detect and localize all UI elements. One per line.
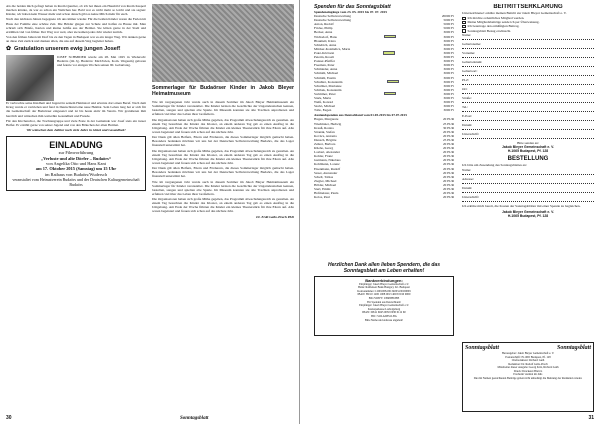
sommerlager-author: Dr. Erdő Gallo-Pruch PhD xyxy=(256,214,294,219)
donor-amount: 3000 Ft xyxy=(443,95,454,100)
donor-name: Losbert, Alexander xyxy=(314,150,340,155)
josef-closing: Wir wünschen dem Jubilar noch viele Jahre in Glück und Gesundheit! xyxy=(26,128,126,133)
form-field[interactable]: Straße: xyxy=(462,96,594,103)
donor-name: Krauß, Rosina xyxy=(314,125,334,130)
donor-amount: 25 EUR xyxy=(442,121,454,126)
checkbox-label: Meine Mitgliedsbeiträge sende ich per Überweisung. xyxy=(467,20,540,25)
form-field[interactable]: E-Post: xyxy=(462,114,594,121)
checkbox-label: Ich beantrage den ermäßigten Beitrag. xyxy=(467,24,520,29)
gratulation-heading-row xyxy=(6,46,146,52)
bank-box xyxy=(314,276,454,336)
donor-amount: 5000 Ft xyxy=(443,26,454,31)
donor-name: Peterin, Rosali xyxy=(314,55,334,60)
sommerlager-body-2c: Die Organisatoren haben sich große Mühe gegeben, das Programm abwechslungsreich zu gestalten. An einem Tag besuchten die Kinder das Kloster, an einem anderen Tag gab es einen Ausflug in die Umgebung. Am Ende der Woche führten die Kinder ein kleines Theaterstück für ihre Eltern auf. Alle waren begeistert und freuen sich schon auf das nächste Jahr. xyxy=(152,197,294,214)
order-fields xyxy=(462,168,594,202)
donor-name: Schell, Tobias xyxy=(314,174,334,179)
impressum-logo-1: Sonntagsblatt xyxy=(465,345,500,351)
highlight-mark xyxy=(383,51,395,55)
invitation-sub: zur Filmvorführung xyxy=(58,150,94,156)
order-title: BESTELLUNG xyxy=(507,155,549,162)
donor-name: Anton, Rudolf xyxy=(314,22,334,27)
donor-amount: 3000 Ft xyxy=(443,75,454,80)
donor-amount: 3000 Ft xyxy=(443,71,454,76)
donor-list-2 xyxy=(314,117,454,199)
form-field[interactable]: Unterschrift: xyxy=(462,195,594,202)
mid-text: Von den frühen Jahren im Dorf bis zu den Tagen in Budapest war es ein langer Weg. Wir denken gerne an diese Zeit zurück und danken allen, die uns auf diesem Weg begleitet haben. xyxy=(6,35,146,44)
bank-line: Empfänger: Jakob Bleyer Gemeinschaft e.V. xyxy=(359,304,409,308)
bank-line: Für Spenden aus Deutschland: xyxy=(366,300,402,304)
impressum-line: Postanschrift: H-1065 Budapest, Pf. 128 xyxy=(505,355,551,359)
donor-amount: 20 EUR xyxy=(442,166,454,171)
donor-amount: 3000 Ft xyxy=(443,38,454,43)
donor-name: Ponner-Pfeiffer xyxy=(314,59,335,64)
donor-amount: 5000 Ft xyxy=(443,18,454,23)
donor-amount: 3000 Ft xyxy=(443,83,454,88)
donor-name: Zehrer, Barbara xyxy=(314,142,336,146)
form-send: Bitte senden an: xyxy=(517,140,539,145)
invitation-place: im Rathaus von Budaörs/Wudersch xyxy=(44,171,108,177)
donor-name: Mücker-Kozmelicz, Maria xyxy=(314,46,351,51)
donor-amount: 20 EUR xyxy=(442,133,454,138)
form-field[interactable]: Unterschrift: xyxy=(462,132,594,139)
josef-body: Er verbrachte seine Kindheit und Jugend in seinem Heimatort und erlernte dort einen Beruf. Nach dem Krieg wurde er vertrieben und fand in Deutschland eine neue Heimat. Sein Leben lang hat er sich für die Gemeinschaft der Budaörser eingesetzt und ist bis heute aktiv im Verein. Wir gratulieren ihm herzlich und wünschen ihm weiterhin Gesundheit und Freude. xyxy=(6,101,146,118)
bank-line: Kontonummer: 12001008-00134003-00100009 xyxy=(357,289,411,293)
bank-line: Bank: Raiffeisen Bank Hungary Zrt. Budapest xyxy=(358,286,410,290)
donor-name: Kohler, Franz xyxy=(314,154,333,159)
bank-line: BIC: SOLADES1LBG xyxy=(371,314,397,318)
form-field[interactable]: Ort: xyxy=(462,87,594,94)
donor-name: Sterl, Emmi xyxy=(314,187,331,192)
page-number-right: 31 xyxy=(588,415,594,421)
invitation-event: von Angelika Otto und Hans Kant xyxy=(46,161,106,167)
sommerlager-body-3: Der Dank gilt allen Helfern, Eltern und Förderern, die dieses Sommerlager möglich gemacht haben. Besonders bedanken möchten wir uns bei der Deutschen Selbstverwaltung Budaörs, die das Lager finanziell unterstützt hat. xyxy=(152,135,294,148)
donor-amount: 3000 Ft xyxy=(443,55,454,60)
form-field[interactable]: Geburtsname: xyxy=(462,42,594,49)
sommerlager-heading: Sommerlager für Budaörser Kinder in Jakob Bleyer Heimatmuseum xyxy=(152,85,294,97)
donor-amount: 20 EUR xyxy=(442,117,454,122)
donor-name: Szabó, Michael xyxy=(314,104,336,109)
form-field[interactable]: Datum: xyxy=(462,186,594,193)
donor-list xyxy=(314,14,454,112)
donor-amount: 20 EUR xyxy=(442,170,454,175)
order-note: Ich erkläre mich bereit, die Kosten der Sonntagsblätter mit einer Spende zu begleichen. xyxy=(462,204,581,209)
donations-sub: Auslandspenden aus Deutschland vom 01.05.2015 bis 07.07.2015 xyxy=(314,113,407,118)
donor-amount: 20 EUR xyxy=(442,129,454,134)
donor-amount: 20 EUR xyxy=(442,158,454,163)
checkbox-label: Ich möchte ordentliches Mitglied werden. xyxy=(467,16,525,21)
page-number-left: 30 xyxy=(6,415,12,421)
form-address-2: H-1065 Budapest, Pf. 128 xyxy=(507,148,549,153)
donor-name: Ziegler, Michael xyxy=(314,178,337,183)
bank-line: Bitte Name und Adresse angeben! xyxy=(364,318,404,322)
impressum-line: Herausgeber: Jakob Bleyer Gemeinschaft e. V. xyxy=(501,352,555,355)
donor-amount: 3000 Ft xyxy=(443,50,454,55)
bank-line: IBAN: DE41 6045 0050 0030 0112 60 xyxy=(362,311,406,315)
donor-name: Schmidt, Michael xyxy=(314,71,339,76)
donor-name: Kolos, Paul xyxy=(314,195,330,200)
intro-text: Als die beiden mich gefragt haben in ihrem Quartier, ob ich bei ihnen ein Hausbild von ihrem Kasperl machen könnte, da war es schon ein Weilchen her. Bald war es nicht mehr so leicht und sie sagten: Kinder, wir haben kein Wasser mehr und schon danach gibt es keine Milch mehr für euch. xyxy=(6,4,146,17)
left-column-1 xyxy=(6,4,146,416)
donations-column xyxy=(314,4,454,304)
donor-amount: 5000 Ft xyxy=(443,22,454,27)
impressum-line: Druck: Druckerei Böröcz xyxy=(513,369,543,373)
impressum-line: Redaktion: Dr. Rudolf Gallo-Pruch xyxy=(508,362,548,366)
donor-amount: 3000 Ft xyxy=(443,63,454,68)
donor-name: Schmidt, Eustin xyxy=(314,75,336,80)
donor-name: Tolle, Eugen xyxy=(314,108,332,113)
sommerlager-photo xyxy=(152,4,294,82)
impressum-lines xyxy=(465,352,591,380)
donor-name: Wichsdorf, Hans xyxy=(314,34,337,39)
donor-amount: 20 EUR xyxy=(442,187,454,192)
donor-name: Schullner, Marianne xyxy=(314,83,342,88)
bank-line: IBAN: HU10 1200 1008 0013 4003 0010 0009 xyxy=(357,293,411,297)
donor-name: Freeman, Peter xyxy=(314,63,335,68)
donor-name: Stranák, Stefan xyxy=(314,129,335,134)
form-field[interactable]: Tel.: xyxy=(462,105,594,112)
invitation-date: am 17. Oktober 2015 (Samstag) um 15 Uhr xyxy=(35,166,117,172)
impressum-box xyxy=(462,342,594,412)
donor-name: Swimmer, Peter xyxy=(314,91,336,96)
form-fields xyxy=(462,33,594,139)
impressum-line: Chefredakteur: Richard Guth xyxy=(511,359,545,362)
donor-name: Schmieder, Anna xyxy=(314,67,338,72)
flower-icon: ✿ xyxy=(6,46,12,53)
donor-amount: 3000 Ft xyxy=(443,46,454,51)
donor-name: Kovács, Antonia xyxy=(314,133,337,138)
impressum-line: Erscheint viermal im Jahr. xyxy=(513,373,543,376)
donor-name: Gutmann, Nikolaus xyxy=(314,158,341,163)
highlight-mark xyxy=(384,92,396,96)
donor-name: Dunsch, Brigitte xyxy=(314,137,337,142)
bank-line: BIC/SWIFT: UBRTHUHB xyxy=(368,296,400,300)
invitation-box xyxy=(6,136,146,191)
form-field[interactable]: Geburtsort: xyxy=(462,69,594,76)
gratulation-heading: Gratulation unserem ewig jungen Josef! xyxy=(14,46,121,53)
donor-amount: 3000 Ft xyxy=(443,42,454,47)
donor-amount: 20 EUR xyxy=(442,174,454,179)
donor-amount: 20 EUR xyxy=(442,182,454,187)
donor-amount: 25 EUR xyxy=(442,137,454,142)
donor-name: Deutsche Selbstverwaltung xyxy=(314,14,352,19)
josef-intro: JOSEF SCHMIDER wurde am 28. Mai 1925 in Wudersch/ Budaörs (im Jg. Budaörs/ Ma/Ubrien, Kom. Wegeum) geboren und feierte vor einigen Wochen seinen 90. Geburtstag. xyxy=(57,55,146,68)
invitation-film: „Verluste und alte Dörfer – Budaörs“ xyxy=(40,155,112,161)
form-field[interactable]: Name: xyxy=(462,33,594,40)
donor-name: Schibek, Konstantin xyxy=(314,87,342,92)
form-field[interactable]: Geburtsdatum: xyxy=(462,60,594,67)
donations-period: Spendeneingänge vom 23. 05. 2015 bis 07. 07. 2015 xyxy=(314,10,387,14)
donations-title: Spenden für das Sonntagsblatt xyxy=(314,4,391,10)
invitation-note: veranstaltet vom Heimatverein Budaörs und der Deutschen Kulturgemeinschaft Budaörs xyxy=(12,177,140,188)
donor-name: Weiß, Konrad xyxy=(314,100,333,105)
sommerlager-body-3b: Der Dank gilt allen Helfern, Eltern und Förderern, die dieses Sommerlager möglich gemacht haben. Besonders bedanken möchten wir uns bei der Deutschen Selbstverwaltung Budaörs, die das Lager finanziell unterstützt hat. xyxy=(152,166,294,179)
donor-amount: 20 EUR xyxy=(442,154,454,159)
josef-block xyxy=(6,55,146,101)
donor-amount: 3000 Ft xyxy=(443,108,454,113)
donor-name: Saxer, Alexander xyxy=(314,170,338,175)
checkbox[interactable] xyxy=(462,25,466,29)
donor-amount: 20 EUR xyxy=(442,195,454,200)
donor-amount: 30 EUR xyxy=(442,125,454,130)
donor-amount: 20 EUR xyxy=(442,142,454,146)
form-checks xyxy=(462,16,594,32)
donor-name: Blaumeil, Klara xyxy=(314,38,336,43)
donor-amount: 20 EUR xyxy=(442,150,454,155)
donor-amount: 3000 Ft xyxy=(443,59,454,64)
donor-name: Hölder, Michael xyxy=(314,182,337,187)
donor-amount: 20 EUR xyxy=(442,178,454,183)
donor-name: Pokó-Köröszsi xyxy=(314,50,335,55)
form-address: Jakob Bleyer Gemeinschaft e. V. xyxy=(501,144,555,149)
order-address: Jakob Bleyer Gemeinschaft e. V. xyxy=(501,209,555,214)
donor-amount: 20 EUR xyxy=(442,191,454,196)
bank-lines xyxy=(317,283,451,323)
sommerlager-body: Wie im vergangenen Jahr wurde auch in diesem Sommer im Jakob Bleyer Heimatmuseum ein Sommerlager für Kinder veranstaltet. Die Kinder lernten die Geschichte der Ungarndeutschen kennen, bastelten, sangen und spielten alte Spiele. Im Museum konnten sie alte Trachten anprobieren und erfuhren viel über das Leben ihrer Großeltern. xyxy=(152,100,294,117)
donor-row xyxy=(314,108,454,112)
sommerlager-body-2b: Die Organisatoren haben sich große Mühe gegeben, das Programm abwechslungsreich zu gestalten. An einem Tag besuchten die Kinder das Kloster, an einem anderen Tag gab es einen Ausflug in die Umgebung. Am Ende der Woche führten die Kinder ein kleines Theaterstück für ihre Eltern auf. Alle waren begeistert und freuen sich schon auf das nächste Jahr. xyxy=(152,148,294,165)
bank-title: Bankverbindungen: xyxy=(365,278,403,283)
thanks-text: Herzlichen Dank allen lieben Spendern, die das Sonntagsblatt am Leben erhalten! xyxy=(328,262,440,274)
form-field[interactable]: Adresse: xyxy=(462,177,594,184)
donor-amount: 3000 Ft xyxy=(443,91,454,96)
donor-amount: 3000 Ft xyxy=(443,104,454,109)
bank-line: Kreissparkasse Ludwigsburg xyxy=(367,307,401,311)
donor-amount: 3000 Ft xyxy=(443,34,454,39)
invitation-title: EINLADUNG xyxy=(49,140,103,151)
donor-name: Kliebe, Georg xyxy=(314,146,334,151)
donor-name: Hofmeister, Paula xyxy=(314,191,339,196)
impressum-logos xyxy=(465,345,591,352)
highlight-mark xyxy=(384,35,396,39)
impressum-line: Mitarbeiter dieser Ausgabe: Georg Krix, Richard Guth xyxy=(497,366,559,369)
donor-amount: 20000 Ft xyxy=(441,14,454,19)
checkbox-label: Sonntagsblatt Bezug erwünscht. xyxy=(467,28,512,33)
impressum-line: Die mit Namen gezeichneten Beiträge geben nicht unbedingt die Meinung der Redaktion wieder. xyxy=(473,376,583,380)
donor-name: Wiedmaier, Hedwig xyxy=(314,121,342,126)
form-field[interactable]: Datum: xyxy=(462,123,594,130)
left-column-2 xyxy=(152,4,294,416)
form-field[interactable]: Vorname: xyxy=(462,51,594,58)
donor-name: Schuhler, Konstantin xyxy=(314,79,343,84)
order-intro: Ich bitte um Zusendung des Sonntagsblattes an: xyxy=(462,162,527,167)
sommerlager-body-1b: Wie im vergangenen Jahr wurde auch in diesem Sommer im Jakob Bleyer Heimatmuseum ein Sommerlager für Kinder veranstaltet. Die Kinder lernten die Geschichte der Ungarndeutschen kennen, bastelten, sangen und spielten alte Spiele. Im Museum konnten sie alte Trachten anprobieren und erfuhren viel über das Leben ihrer Großeltern. xyxy=(152,179,294,196)
form-column xyxy=(462,4,594,304)
body-text: Nach den nächsten Jahren begegnete ich uns immer wieder. Für die beiden Kinder waren die Ferien im Haus der Familie eine schöne Zeit. Die Brüder gingen zur Schule und halfen zu Hause mit. Man schrieb sich Briefe, Karten und kleine Grüße aus der Heimat. Sie lebten gerne in der Stadt und erzählten viel von früher. Der Weg war weit, aber sie kamen jedes Jahr wieder zurück. xyxy=(6,17,146,34)
donor-name: Becker, Anna xyxy=(314,30,333,35)
bank-line: Empfänger: Jakob Bleyer Gemeinschaft e.V. xyxy=(359,282,409,286)
sommerlager-body-2: Die Organisatoren haben sich große Mühe gegeben, das Programm abwechslungsreich zu gestalten. An einem Tag besuchten die Kinder das Kloster, an einem anderen Tag gab es einen Ausflug in die Umgebung. Am Ende der Woche führten die Kinder ein kleines Theaterstück für ihre Eltern auf. Alle waren begeistert und freuen sich schon auf das nächste Jahr. xyxy=(152,117,294,134)
josef-photo xyxy=(6,55,54,101)
donor-name: Hagen, Margarete xyxy=(314,117,339,122)
donor-row xyxy=(314,195,454,199)
form-field[interactable]: PLZ: xyxy=(462,78,594,85)
donor-amount: 3000 Ft xyxy=(443,100,454,105)
highlight-mark xyxy=(387,80,399,84)
donor-name: Deutsche Selbstverwaltung xyxy=(314,18,352,23)
donor-name: Schiebich, Anna xyxy=(314,42,337,47)
josef-body-2: Für den Kirchenchor, die Trachtengruppe und viele Feste in der Gemeinde war Josef stets ein treuer Helfer. Er erzählt gerne von seiner Jugend und von den Bräuchen der alten Heimat. xyxy=(6,118,146,127)
donor-amount: 3000 Ft xyxy=(443,79,454,84)
form-field[interactable]: Name: xyxy=(462,168,594,175)
form-title: BEITRITTSERKLÄRUNG xyxy=(493,4,563,10)
donor-amount: 20 EUR xyxy=(442,146,454,151)
donor-amount: 3000 Ft xyxy=(443,87,454,92)
form-intro: Unterzeichnete/r erkläre meinen Beitritt zur Jakob Bleyer Gemeinschaft e. V. xyxy=(462,11,567,15)
donor-name: Kohlmann, Lorenz xyxy=(314,162,340,167)
donor-name: Fricke, Philip xyxy=(314,26,333,31)
donor-amount: 20 EUR xyxy=(442,162,454,167)
footer-logo-left: Sonntagsblatt xyxy=(180,416,209,421)
impressum-logo-2: Sonntagsblatt xyxy=(556,345,591,351)
order-address-2: H-1065 Budapest, Pf. 128 xyxy=(507,213,549,218)
donor-amount: 3000 Ft xyxy=(443,30,454,35)
donor-name: Eisenmann, Rudolf xyxy=(314,166,341,171)
right-page xyxy=(300,0,600,424)
donor-name: Stark, Maria xyxy=(314,95,331,100)
donor-amount: 3000 Ft xyxy=(443,67,454,72)
